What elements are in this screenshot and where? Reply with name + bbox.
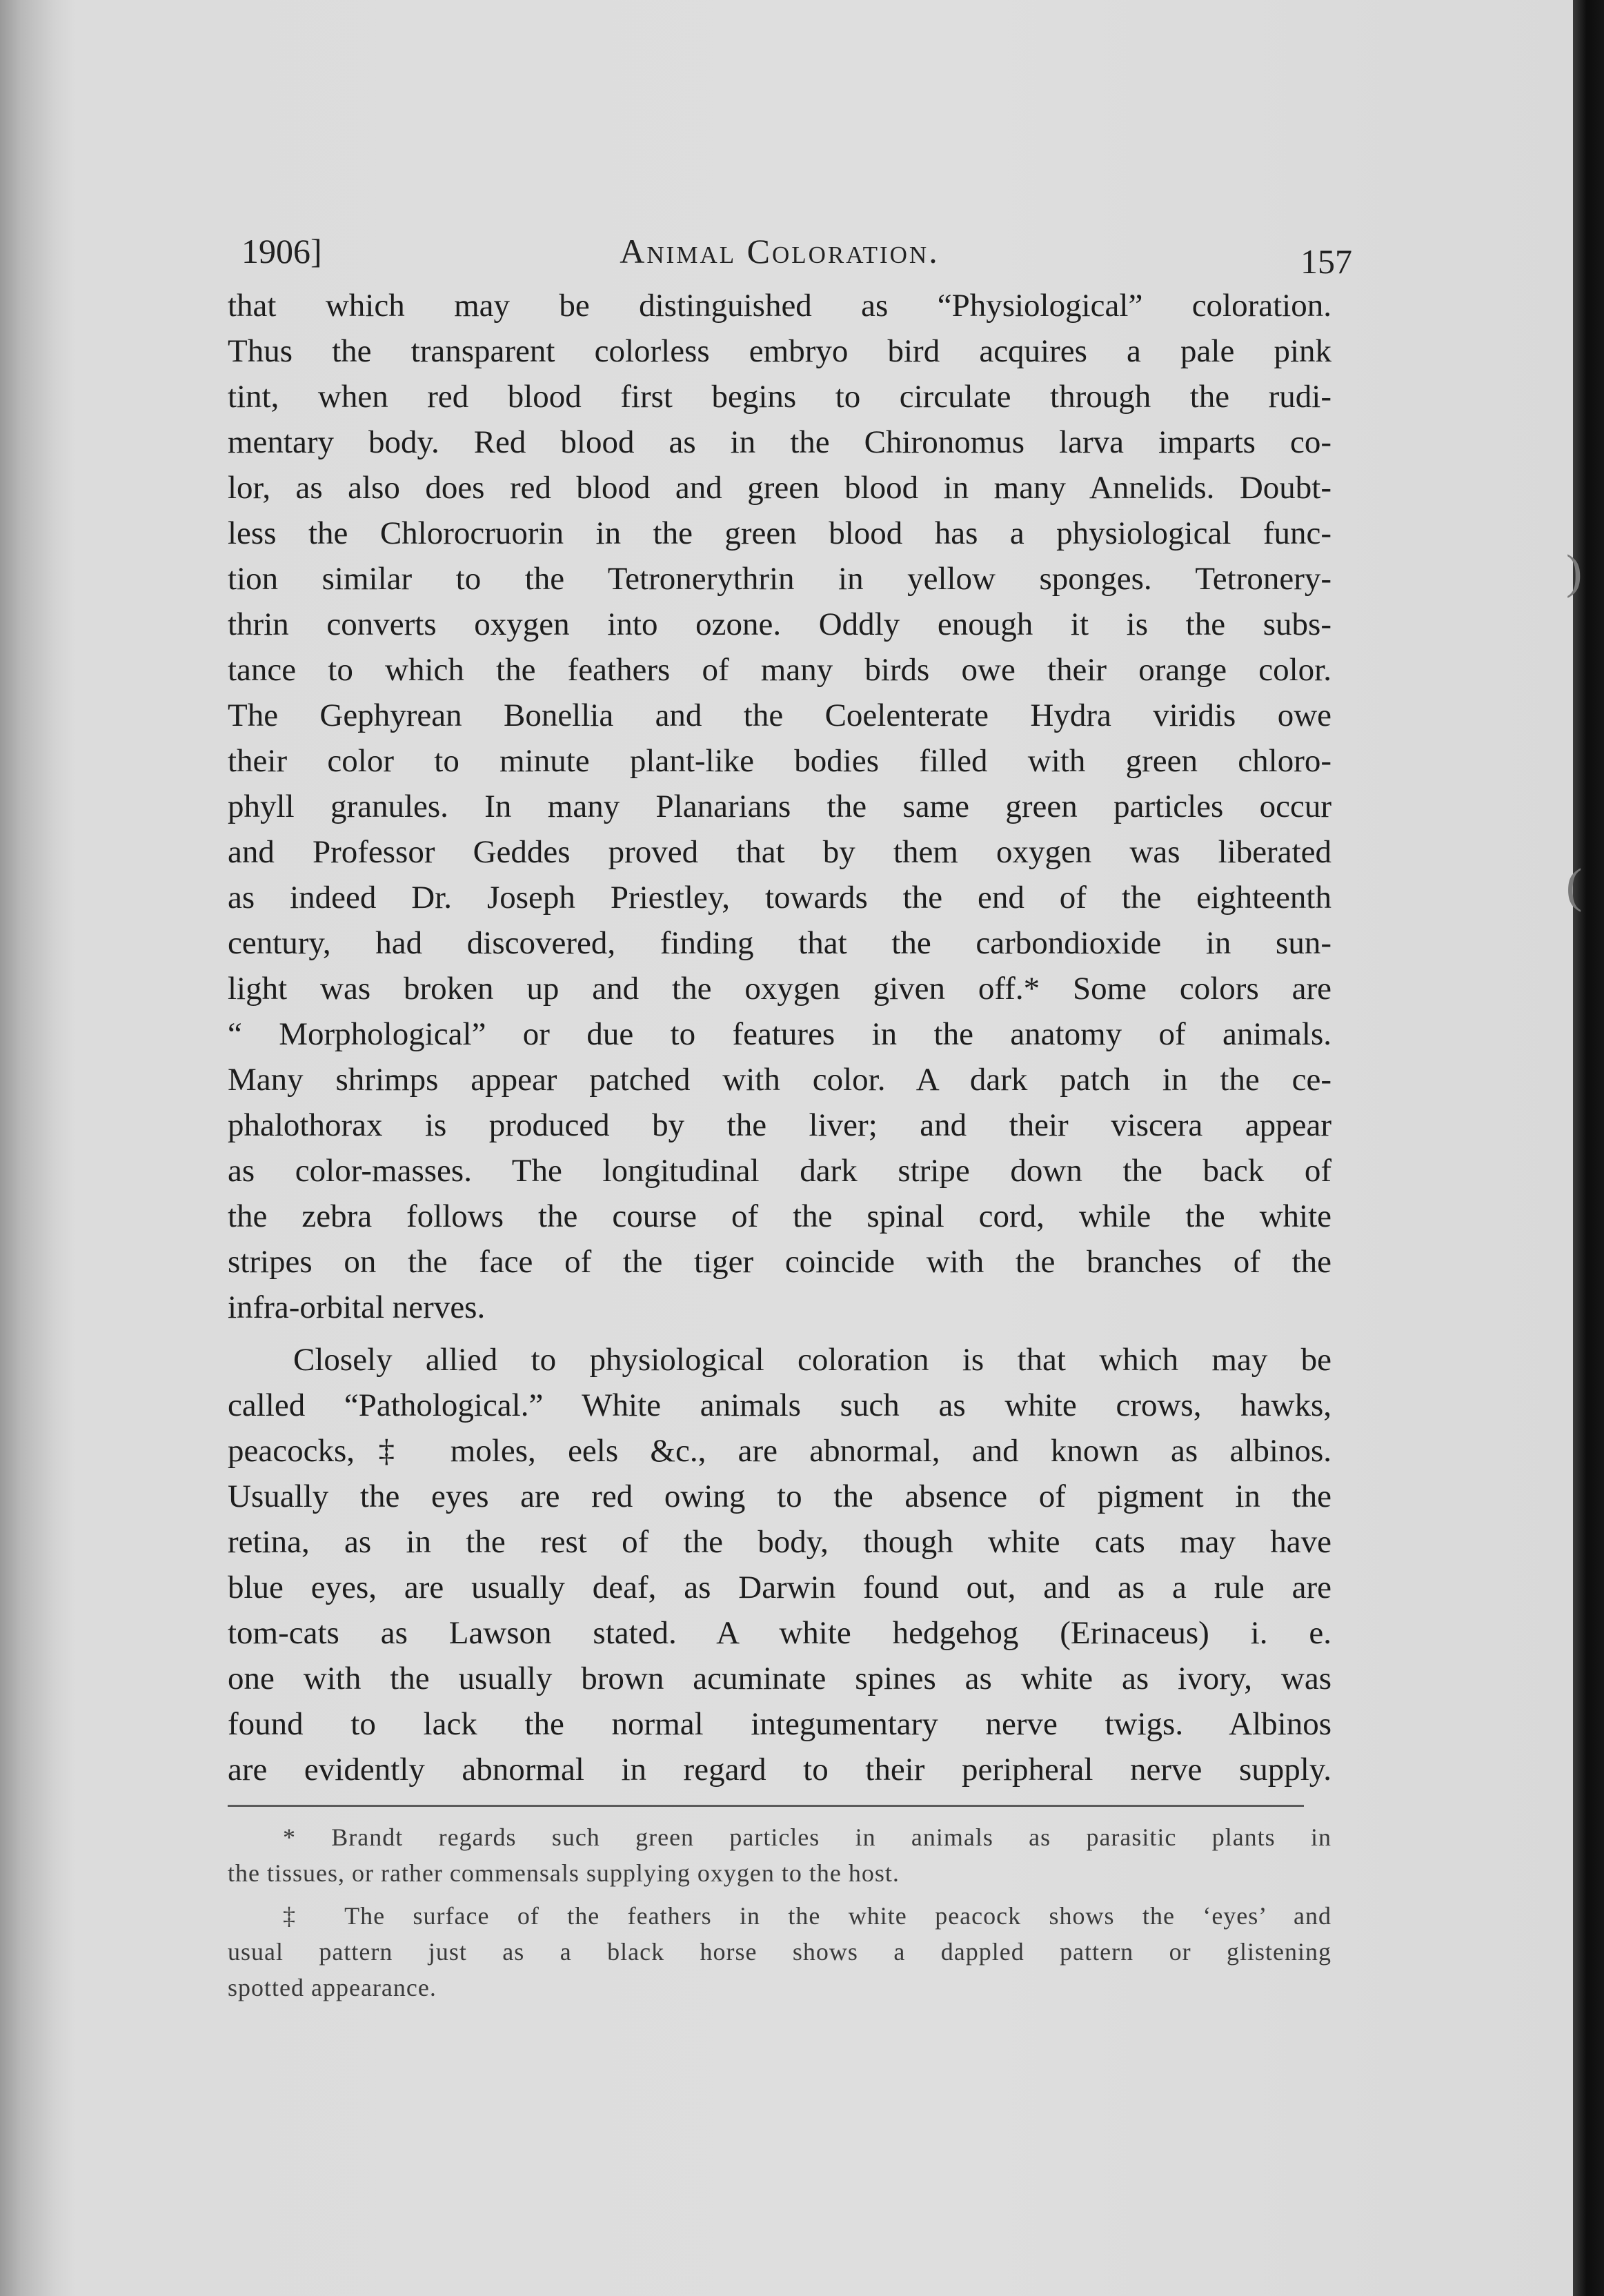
page-number: 157 xyxy=(1300,242,1352,281)
text-line: The Gephyrean Bonellia and the Coelenterate Hydra viridis owe xyxy=(228,697,1331,733)
text-line: that which may be distinguished as “Physiological” coloration. xyxy=(228,288,1331,324)
text-line: called “Pathological.” White animals such as white crows, hawks, xyxy=(228,1387,1331,1423)
text-line: one with the usually brown acuminate spines as white as ivory, was xyxy=(228,1661,1331,1696)
margin-mark: ( xyxy=(1566,860,1583,913)
text-line: tance to which the feathers of many birds owe their orange color. xyxy=(228,652,1331,688)
text-line: Many shrimps appear patched with color. A dark patch in the ce- xyxy=(228,1062,1331,1098)
text-line: Usually the eyes are red owing to the absence of pigment in the xyxy=(228,1478,1331,1514)
text-line: mentary body. Red blood as in the Chironomus larva imparts co- xyxy=(228,424,1331,460)
text-line: the zebra follows the course of the spinal cord, while the white xyxy=(228,1198,1331,1234)
footnote-line: usual pattern just as a black horse shows a dappled pattern or glistening xyxy=(228,1938,1331,1966)
scan-right-edge xyxy=(1573,0,1604,2296)
text-line: found to lack the normal integumentary nerve twigs. Albinos xyxy=(228,1706,1331,1742)
text-line: “ Morphological” or due to features in the anatomy of animals. xyxy=(228,1016,1331,1052)
paragraph-physiological xyxy=(228,283,1331,1330)
text-line: less the Chlorocruorin in the green blood has a physiological func- xyxy=(228,515,1331,551)
header-title: Animal Coloration. xyxy=(620,232,940,270)
margin-mark: ) xyxy=(1566,546,1583,599)
text-line: retina, as in the rest of the body, though white cats may have xyxy=(228,1524,1331,1560)
footnote-peacock xyxy=(228,1898,1331,2006)
text-line: thrin converts oxygen into ozone. Oddly enough it is the subs- xyxy=(228,606,1331,642)
text-line: light was broken up and the oxygen given off.* Some colors are xyxy=(228,971,1331,1007)
text-line: lor, as also does red blood and green blood in many Annelids. Doubt- xyxy=(228,470,1331,506)
footnote-line: spotted appearance. xyxy=(228,1974,437,2001)
text-line: phyll granules. In many Planarians the same green particles occur xyxy=(228,789,1331,824)
text-line: Thus the transparent colorless embryo bird acquires a pale pink xyxy=(228,333,1331,369)
text-line: blue eyes, are usually deaf, as Darwin found out, and as a rule are xyxy=(228,1570,1331,1605)
text-line: as indeed Dr. Joseph Priestley, towards the end of the eighteenth xyxy=(228,880,1331,916)
footnote-line: the tissues, or rather commensals supplying oxygen to the host. xyxy=(228,1859,900,1887)
text-line: tom-cats as Lawson stated. A white hedgehog (Erinaceus) i. e. xyxy=(228,1615,1331,1651)
footnote-line: * Brandt regards such green particles in animals as parasitic plants in xyxy=(283,1823,1331,1851)
text-line: stripes on the face of the tiger coincide with the branches of the xyxy=(228,1244,1331,1280)
paragraph-pathological xyxy=(228,1337,1331,1792)
text-line: infra-orbital nerves. xyxy=(228,1289,486,1325)
header-year: 1906] xyxy=(241,232,322,270)
text-line: Closely allied to physiological coloration is that which may be xyxy=(293,1342,1331,1378)
binding-shadow xyxy=(0,0,76,2296)
text-line: their color to minute plant-like bodies filled with green chloro- xyxy=(228,743,1331,779)
footnote-brandt xyxy=(228,1819,1331,1891)
text-line: phalothorax is produced by the liver; and their viscera appear xyxy=(228,1107,1331,1143)
text-line: tion similar to the Tetronerythrin in yellow sponges. Tetronery- xyxy=(228,561,1331,597)
footnote-line: ‡ The surface of the feathers in the white peacock shows the ‘eyes’ and xyxy=(283,1902,1331,1930)
running-head xyxy=(228,221,1352,283)
text-line: century, had discovered, finding that the carbondioxide in sun- xyxy=(228,925,1331,961)
footnote-rule xyxy=(228,1805,1304,1807)
text-line: peacocks,‡ moles, eels &c., are abnormal, and known as albinos. xyxy=(228,1433,1331,1469)
book-page xyxy=(228,221,1352,2012)
text-line: tint, when red blood first begins to circulate through the rudi- xyxy=(228,379,1331,415)
text-line: are evidently abnormal in regard to their peripheral nerve supply. xyxy=(228,1752,1331,1788)
text-line: as color-masses. The longitudinal dark stripe down the back of xyxy=(228,1153,1331,1189)
text-line: and Professor Geddes proved that by them oxygen was liberated xyxy=(228,834,1331,870)
